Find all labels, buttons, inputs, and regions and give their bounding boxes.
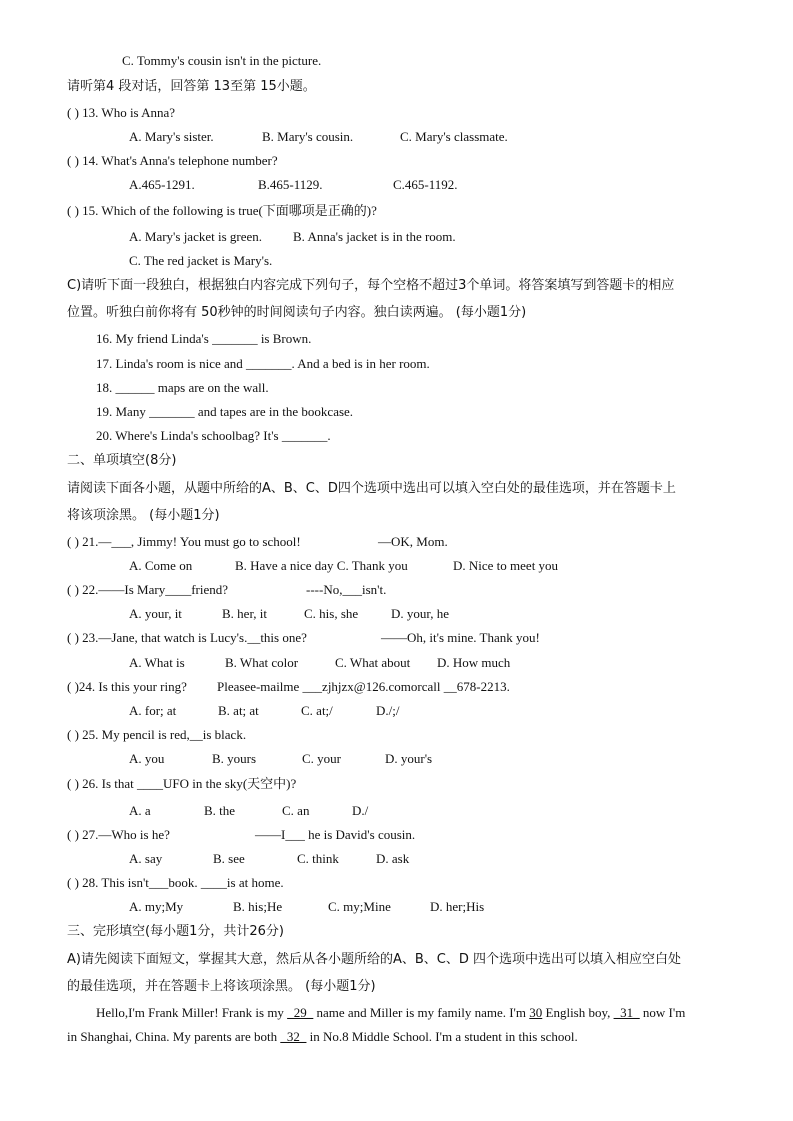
q28-option-d: D. her;His	[430, 899, 485, 914]
q25-option-c: C. your	[302, 751, 341, 766]
q28-option-a: A. my;My	[129, 899, 184, 914]
q22-stem: ( ) 22.——Is Mary____friend?	[67, 582, 229, 597]
q14-stem: ( ) 14. What's Anna's telephone number?	[67, 153, 278, 168]
q27-option-b: B. see	[213, 851, 245, 866]
part-c-instruction-line2: 位置。听独白前你将有 50秒钟的时间阅读句子内容。独白读两遍。 (每小题1分)	[67, 305, 527, 320]
blank-30: 30	[529, 1005, 543, 1020]
blank-29: _29_	[287, 1005, 314, 1020]
q28-option-c: C. my;Mine	[328, 899, 391, 914]
q23-reply: ——Oh, it's mine. Thank you!	[381, 630, 540, 645]
q12-option-c: C. Tommy's cousin isn't in the picture.	[122, 53, 322, 68]
q14-option-c: C.465-1192.	[393, 177, 458, 192]
section3-instruction-line1: A)请先阅读下面短文，掌握其大意，然后从各小题所给的A、B、C、D 四个选项中选出可以填入相应空白处	[67, 952, 681, 967]
q15-option-c: C. The red jacket is Mary's.	[129, 253, 273, 268]
q23-option-b: B. What color	[225, 655, 299, 670]
part-c-item-16: 16. My friend Linda's _______ is Brown.	[96, 331, 312, 346]
q21-stem: ( ) 21.—___, Jimmy! You must go to school!	[67, 534, 301, 549]
passage-line2-text-1: in Shanghai, China. My parents are both	[67, 1029, 281, 1044]
q25-option-b: B. yours	[212, 751, 257, 766]
q24-stem: ( )24. Is this your ring?	[67, 679, 187, 694]
q27-option-d: D. ask	[376, 851, 410, 866]
q13-option-b: B. Mary's cousin.	[262, 129, 354, 144]
q14-option-a: A.465-1291.	[129, 177, 195, 192]
q26-option-c: C. an	[282, 803, 310, 818]
q25-option-a: A. you	[129, 751, 165, 766]
q26-option-d: D./	[352, 803, 369, 818]
q26-option-a: A. a	[129, 803, 151, 818]
part-c-instruction-line1: C)请听下面一段独白，根据独白内容完成下列句子，每个空格不超过3个单词。将答案填写到答题卡的相应	[67, 278, 675, 293]
q21-option-d: D. Nice to meet you	[453, 558, 559, 573]
q27-option-a: A. say	[129, 851, 163, 866]
q23-stem: ( ) 23.—Jane, that watch is Lucy's.__this one?	[67, 630, 307, 645]
q15-stem: ( ) 15. Which of the following is true(下面哪项是正确的)?	[67, 203, 377, 218]
q24-option-b: B. at; at	[218, 703, 259, 718]
passage-line1	[96, 1005, 685, 1021]
q22-option-d: D. your, he	[391, 606, 449, 621]
part-c-item-17: 17. Linda's room is nice and _______. And a bed is in her room.	[96, 356, 430, 371]
q22-option-b: B. her, it	[222, 606, 267, 621]
part-c-item-19: 19. Many _______ and tapes are in the bookcase.	[96, 404, 354, 419]
q28-option-b: B. his;He	[233, 899, 283, 914]
q21-option-bc: B. Have a nice day C. Thank you	[235, 558, 408, 573]
section3-instruction-line2: 的最佳选项，并在答题卡上将该项涂黑。 (每小题1分)	[67, 979, 376, 994]
q22-option-a: A. your, it	[129, 606, 182, 621]
passage-line1-text-4: now I'm	[639, 1005, 686, 1020]
q26-option-b: B. the	[204, 803, 236, 818]
q23-option-c: C. What about	[335, 655, 411, 670]
q22-reply: ----No,___isn't.	[306, 582, 387, 597]
q23-option-d: D. How much	[437, 655, 511, 670]
part-c-item-20: 20. Where's Linda's schoolbag? It's _______.	[96, 428, 331, 443]
q15-option-b: B. Anna's jacket is in the room.	[293, 229, 456, 244]
q24-reply: Pleasee-mailme ___zjhjzx@126.comorcall __678-2213.	[217, 679, 510, 694]
section2-instruction-line2: 将该项涂黑。 (每小题1分)	[67, 508, 220, 523]
q25-option-d: D. your's	[385, 751, 433, 766]
passage-line1-text-2: name and Miller is my family name. I'm	[313, 1005, 530, 1020]
passage-line2-text-2: in No.8 Middle School. I'm a student in this school.	[306, 1029, 578, 1044]
q15-option-a: A. Mary's jacket is green.	[129, 229, 263, 244]
section2-heading: 二、单项填空(8分)	[67, 453, 177, 468]
q24-option-a: A. for; at	[129, 703, 177, 718]
q24-option-d: D./;/	[376, 703, 400, 718]
section2-instruction-line1: 请阅读下面各小题，从题中所给的A、B、C、D四个选项中选出可以填入空白处的最佳选项，并在答题卡上	[67, 481, 676, 496]
q27-stem: ( ) 27.—Who is he?	[67, 827, 170, 842]
q24-option-c: C. at;/	[301, 703, 333, 718]
blank-31: _31_	[613, 1005, 640, 1020]
passage-line1-text-1: Hello,I'm Frank Miller! Frank is my	[96, 1005, 288, 1020]
q23-option-a: A. What is	[129, 655, 185, 670]
passage-line2	[67, 1029, 578, 1045]
q22-option-c: C. his, she	[304, 606, 359, 621]
q25-stem: ( ) 25. My pencil is red,__is black.	[67, 727, 247, 742]
q21-option-a: A. Come on	[129, 558, 193, 573]
q28-stem: ( ) 28. This isn't___book. ____is at home.	[67, 875, 284, 890]
q27-reply: ——I___ he is David's cousin.	[255, 827, 416, 842]
section3-heading: 三、完形填空(每小题1分，共计26分)	[67, 924, 284, 939]
q21-reply: —OK, Mom.	[378, 534, 448, 549]
part-c-item-18: 18. ______ maps are on the wall.	[96, 380, 269, 395]
q13-stem: ( ) 13. Who is Anna?	[67, 105, 176, 120]
q26-stem: ( ) 26. Is that ____UFO in the sky(天空中)?	[67, 776, 297, 791]
q13-option-a: A. Mary's sister.	[129, 129, 214, 144]
section4-instruction: 请听第4 段对话，回答第 13至第 15小题。	[67, 79, 316, 94]
q14-option-b: B.465-1129.	[258, 177, 323, 192]
q27-option-c: C. think	[297, 851, 339, 866]
q13-option-c: C. Mary's classmate.	[400, 129, 508, 144]
passage-line1-text-3: English boy,	[542, 1005, 614, 1020]
blank-32: _32_	[280, 1029, 307, 1044]
